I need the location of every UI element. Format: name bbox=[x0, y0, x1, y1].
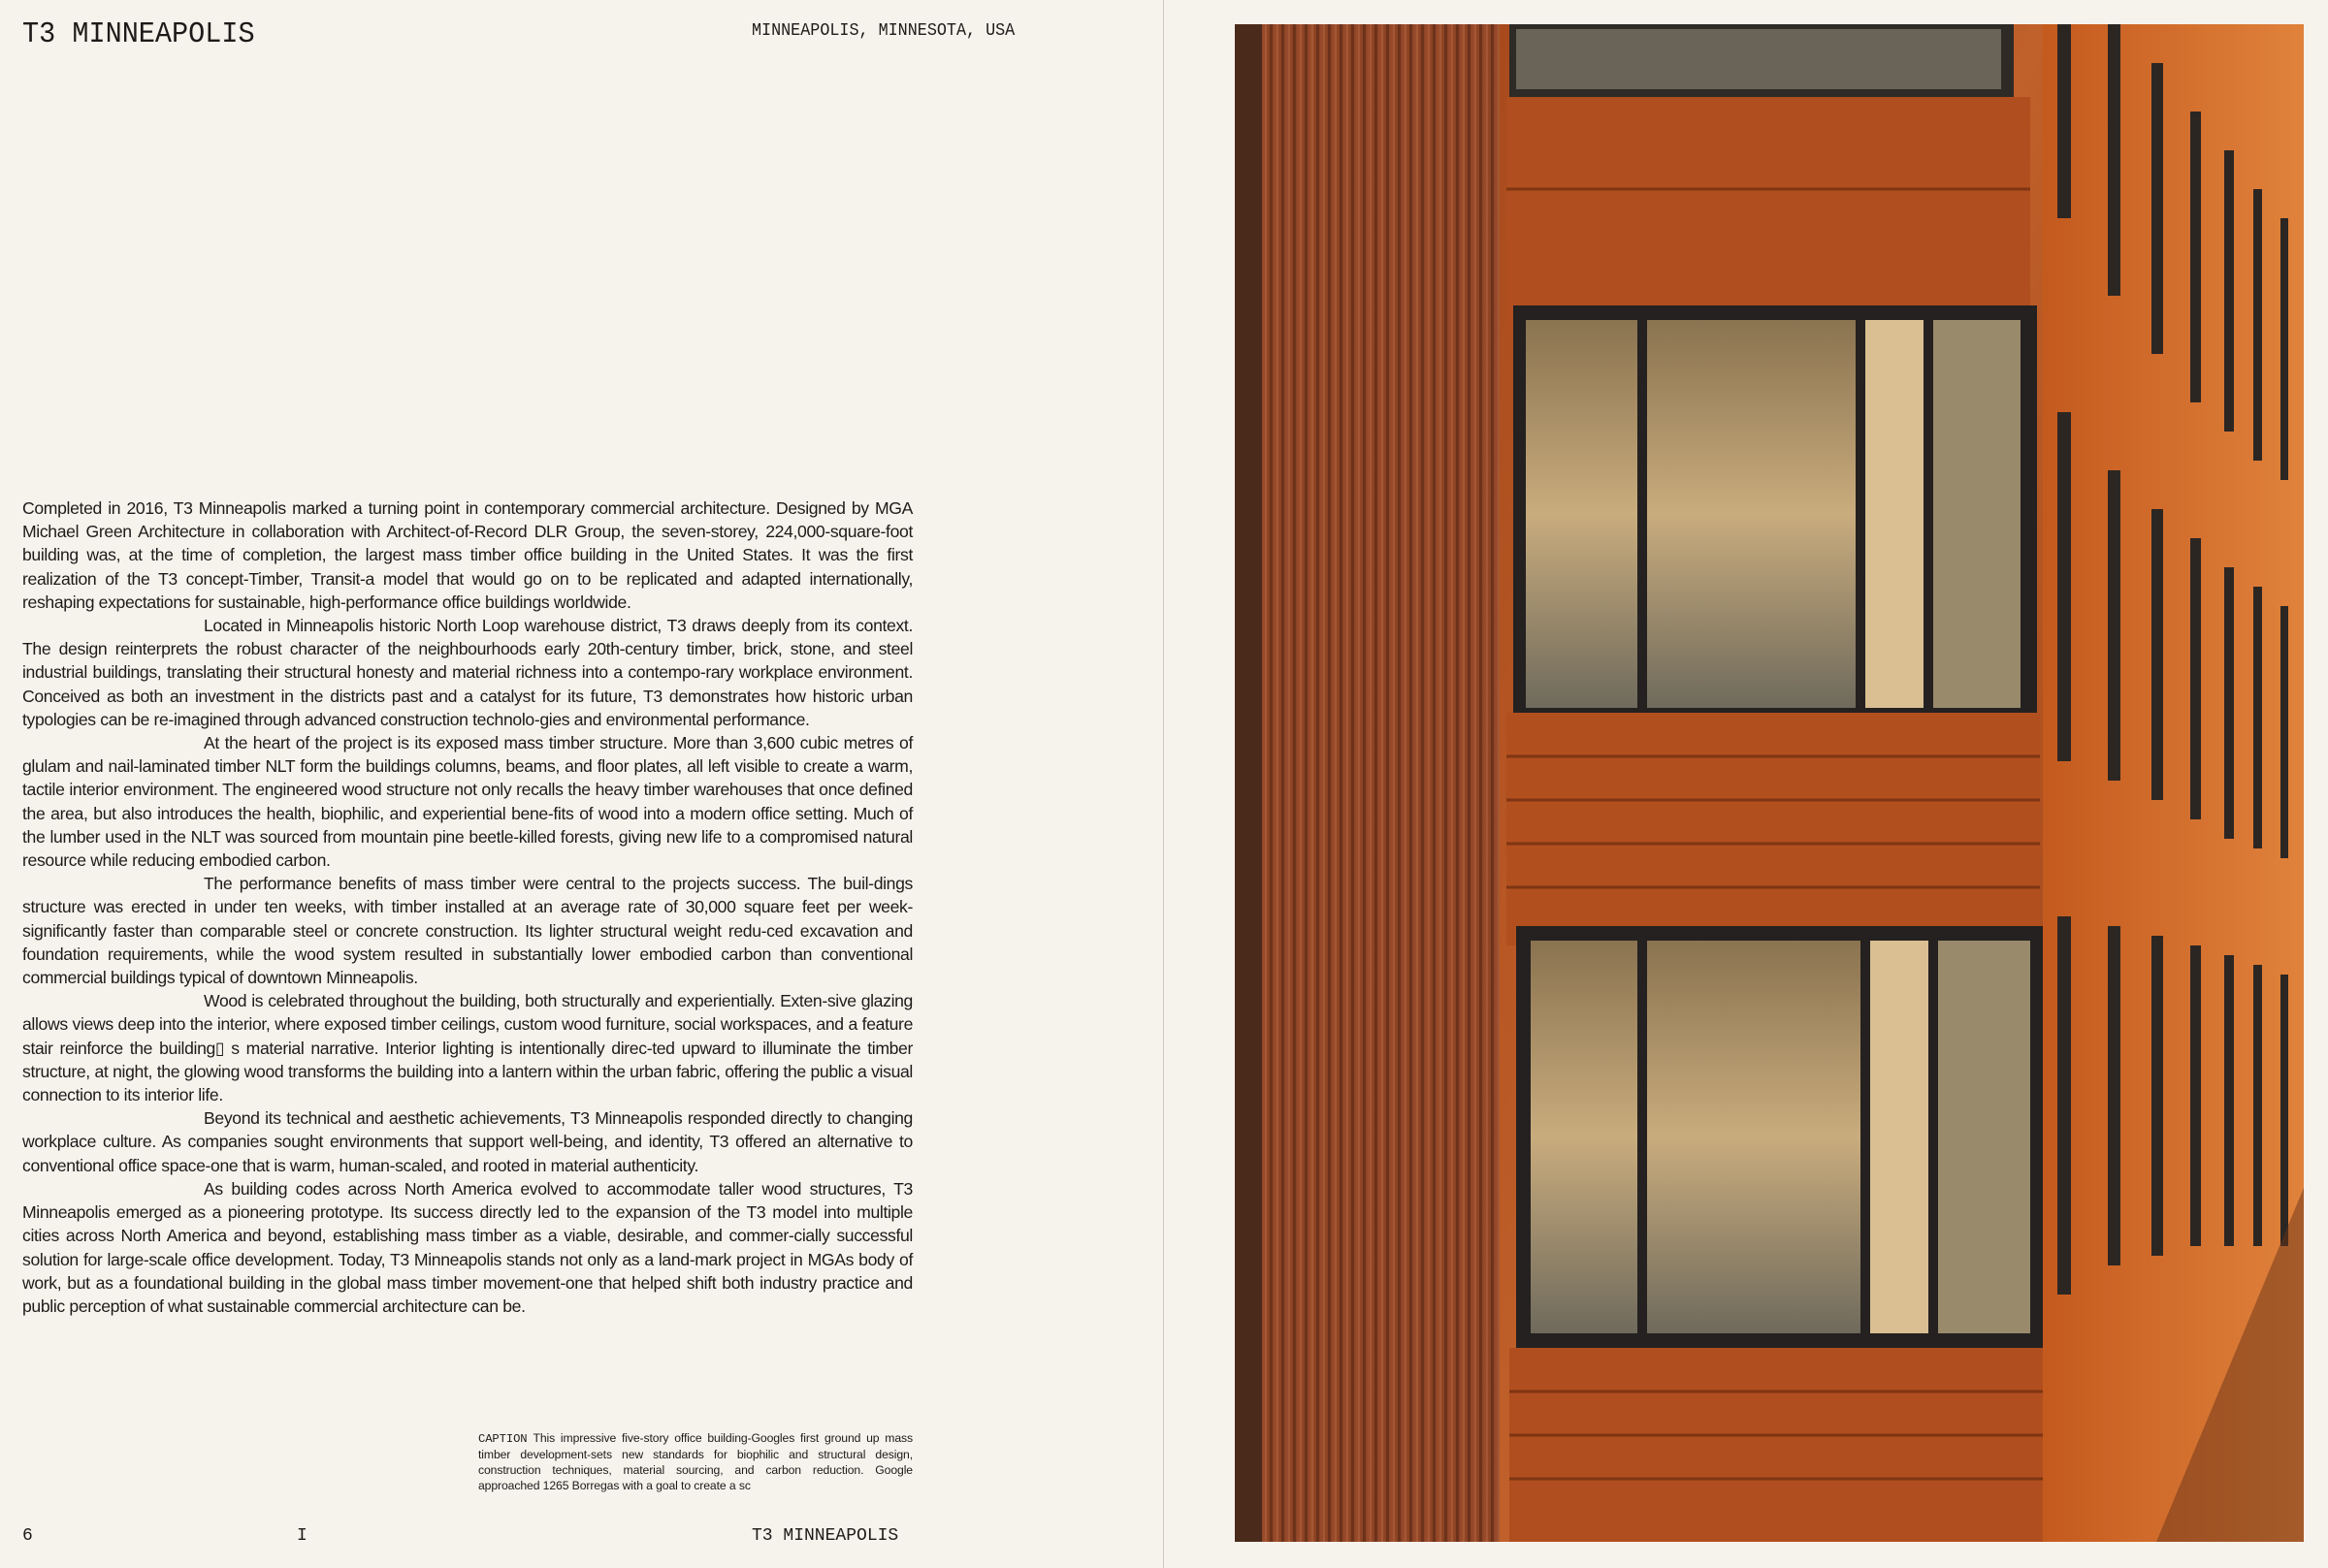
paragraph: Beyond its technical and aesthetic achievements, T3 Minneapolis responded directly to changing workplace culture. As companies sought environments that support well-being, and identity, T3 offered an alternative to conventional office space-one that is warm, human-scaled, and rooted in material authenticity. bbox=[22, 1108, 913, 1175]
spandrel-panel bbox=[1506, 97, 2030, 330]
paragraph: As building codes across North America evolved to accommodate taller wood structures, T3 Minneapolis emerged as a pioneering prototype. Its success directly led to the expansion of the T3 model into multiple cities across North America and beyond, establishing mass timber as a viable, desirable, and commer-cially successful solution for large-scale office development. Today, T3 Minneapolis stands not only as a land-mark project in MGAs body of work, but as a foundational building in the global mass timber movement-one that helped shift both industry practice and public perception of what sustainable commercial architecture can be. bbox=[22, 1178, 913, 1316]
running-title: T3 MINNEAPOLIS bbox=[752, 1526, 899, 1546]
caption-text: This impressive five-story office building-Googles first ground up mass timber development-sets new standards for biophilic and structural design, construction techniques, material sourcing, and carbon reduction. Google approached 1265 Borregas with a goal to create a sc bbox=[478, 1431, 913, 1492]
page-gutter bbox=[1163, 0, 1164, 1568]
paragraph: The performance benefits of mass timber were central to the projects success. The buil-dings structure was erected in under ten weeks, with timber installed at an average rate of 30,000 square feet per week-significantly faster than comparable steel or concrete construction. Its lighter structural weight redu-ced excavation and foundation requirements, while the wood system resulted in substantially lower embodied carbon than conventional commercial buildings typical of downtown Minneapolis. bbox=[22, 874, 913, 988]
shadow-edge bbox=[1235, 24, 1262, 1542]
spandrel-panel bbox=[1509, 1348, 2043, 1542]
building-facade-photo bbox=[1235, 24, 2304, 1542]
ribbed-column bbox=[1262, 24, 1500, 1542]
body-text bbox=[22, 496, 913, 1318]
page-number: 6 bbox=[22, 1526, 33, 1546]
spandrel-panel bbox=[1506, 713, 2040, 945]
photo-caption bbox=[478, 1430, 913, 1493]
footer-separator: I bbox=[297, 1526, 307, 1546]
location-label: MINNEAPOLIS, MINNESOTA, USA bbox=[752, 21, 1016, 41]
paragraph: At the heart of the project is its exposed mass timber structure. More than 3,600 cubic metres of glulam and nail-laminated timber NLT form the buildings columns, beams, and floor plates, all left visible to create a warm, tactile interior environment. The engineered wood structure not only recalls the heavy timber warehouses that once defined the area, but also introduces the health, biophilic, and experiential bene-fits of wood into a modern office setting. Much of the lumber used in the NLT was sourced from mountain pine beetle-killed forests, giving new life to a compromised natural resource while reducing embodied carbon. bbox=[22, 733, 913, 871]
paragraph: Wood is celebrated throughout the building, both structurally and experientially. Exten-sive glazing allows views deep into the interior, where exposed timber ceilings, custom wood furniture, social workspaces, and a feature stair reinforce the building▯ s material narrative. Interior lighting is intentionally direc-ted upward to illuminate the timber structure, at night, the glowing wood transforms the building into a lantern within the urban fabric, offering the public a visual connection to its interior life. bbox=[22, 991, 913, 1105]
caption-label: CAPTION bbox=[478, 1432, 528, 1446]
paragraph: Located in Minneapolis historic North Loop warehouse district, T3 draws deeply from its context. The design reinterprets the robust character of the neighbourhoods early 20th-century timber, brick, stone, and steel industrial buildings, translating their structural honesty and material richness into a contempo-rary workplace environment. Conceived as both an investment in the districts past and a catalyst for its future, T3 demonstrates how historic urban typologies can be re-imagined through advanced construction technolo-gies and environmental performance. bbox=[22, 616, 913, 729]
paragraph: Completed in 2016, T3 Minneapolis marked a turning point in contemporary commercial architecture. Designed by MGA Michael Green Architecture in collaboration with Architect-of-Record DLR Group, the seven-storey, 224,000-square-foot building was, at the time of completion, the largest mass timber office building in the United States. It was the first realization of the T3 concept-Timber, Transit-a model that would go on to be replicated and adapted internationally, reshaping expectations for sustainable, high-performance office buildings worldwide. bbox=[22, 498, 913, 612]
page-title: T3 MINNEAPOLIS bbox=[22, 17, 255, 51]
